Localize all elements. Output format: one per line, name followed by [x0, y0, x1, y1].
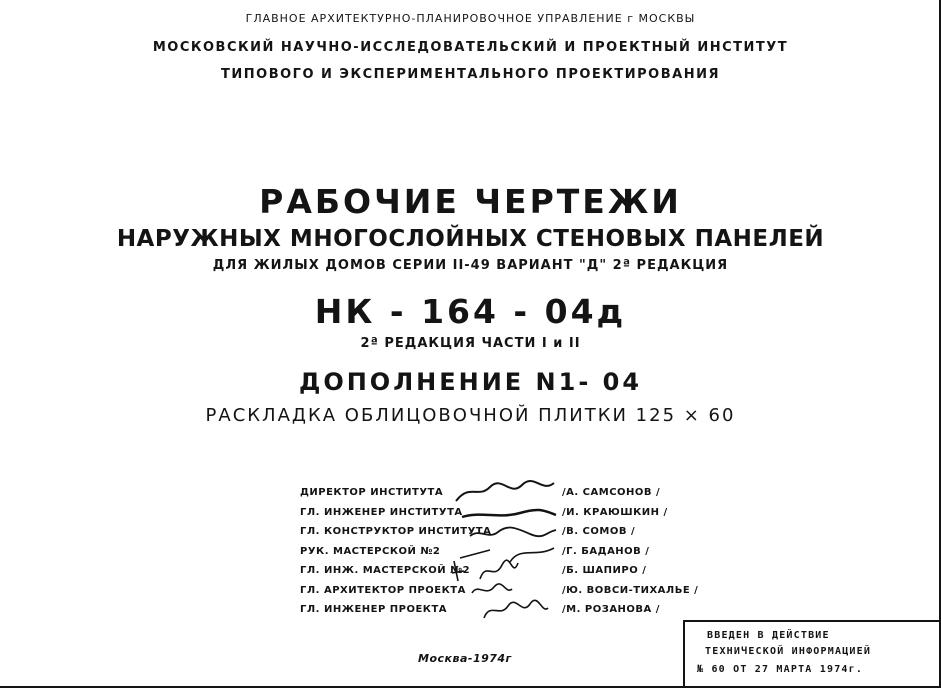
signature-block: [300, 485, 720, 622]
signature-role: ГЛ. АРХИТЕКТОР ПРОЕКТА: [300, 584, 466, 596]
signature-name: /Г. БАДАНОВ /: [562, 545, 650, 557]
signature-name: /В. СОМОВ /: [562, 526, 636, 537]
document-subtitle: НАРУЖНЫХ МНОГОСЛОЙНЫХ СТЕНОВЫХ ПАНЕЛЕЙ: [116, 226, 825, 252]
signature-role: ГЛ. ИНЖЕНЕР ПРОЕКТА: [300, 604, 448, 615]
series-line: ДЛЯ ЖИЛЫХ ДОМОВ СЕРИИ II-49 ВАРИАНТ "Д" 2ª РЕДАКЦИЯ: [212, 258, 729, 273]
stamp-line-3: № 60 ОТ 27 МАРТА 1974г.: [697, 664, 864, 675]
signature-role: ГЛ. ИНЖЕНЕР ИНСТИТУТА: [300, 506, 463, 518]
stamp-line-2: ТЕХНИЧЕСКОЙ ИНФОРМАЦИЕЙ: [705, 646, 872, 657]
edition-line: 2ª РЕДАКЦИЯ ЧАСТИ I и II: [360, 336, 581, 351]
signature-row: [300, 602, 720, 622]
signature-name: /И. КРАЮШКИН /: [562, 506, 668, 518]
signature-name: /Б. ШАПИРО /: [562, 565, 647, 576]
document-code: НК - 164 - 04д: [314, 292, 627, 331]
addendum-title: ДОПОЛНЕНИЕ N1- 04: [298, 368, 643, 396]
document-title: РАБОЧИЕ ЧЕРТЕЖИ: [259, 182, 682, 221]
signature-name: /Ю. ВОВСИ-ТИХАЛЬЕ /: [562, 584, 699, 596]
handwritten-signature: [450, 596, 560, 622]
approval-stamp: [683, 620, 941, 688]
city-year: Москва-1974г: [418, 652, 512, 665]
org-line-1: ГЛАВНОЕ АРХИТЕКТУРНО-ПЛАНИРОВОЧНОЕ УПРАВЛЕНИЕ г МОСКВЫ: [245, 12, 696, 25]
layout-subtitle: РАСКЛАДКА ОБЛИЦОВОЧНОЙ ПЛИТКИ 125 × 60: [205, 405, 736, 426]
signature-role: ДИРЕКТОР ИНСТИТУТА: [300, 487, 444, 498]
signature-role: ГЛ. КОНСТРУКТОР ИНСТИТУТА: [300, 526, 492, 537]
signature-name: /А. САМСОНОВ /: [562, 487, 661, 498]
signature-name: /М. РОЗАНОВА /: [562, 604, 660, 615]
org-line-2: МОСКОВСКИЙ НАУЧНО-ИССЛЕДОВАТЕЛЬСКИЙ И ПРОЕКТНЫЙ ИНСТИТУТ: [152, 40, 789, 55]
org-line-3: ТИПОВОГО И ЭКСПЕРИМЕНТАЛЬНОГО ПРОЕКТИРОВАНИЯ: [221, 67, 720, 82]
signature-role: РУК. МАСТЕРСКОЙ №2: [300, 545, 441, 557]
signature-role: ГЛ. ИНЖ. МАСТЕРСКОЙ №2: [300, 565, 471, 576]
stamp-line-1: ВВЕДЕН В ДЕЙСТВИЕ: [707, 630, 830, 641]
